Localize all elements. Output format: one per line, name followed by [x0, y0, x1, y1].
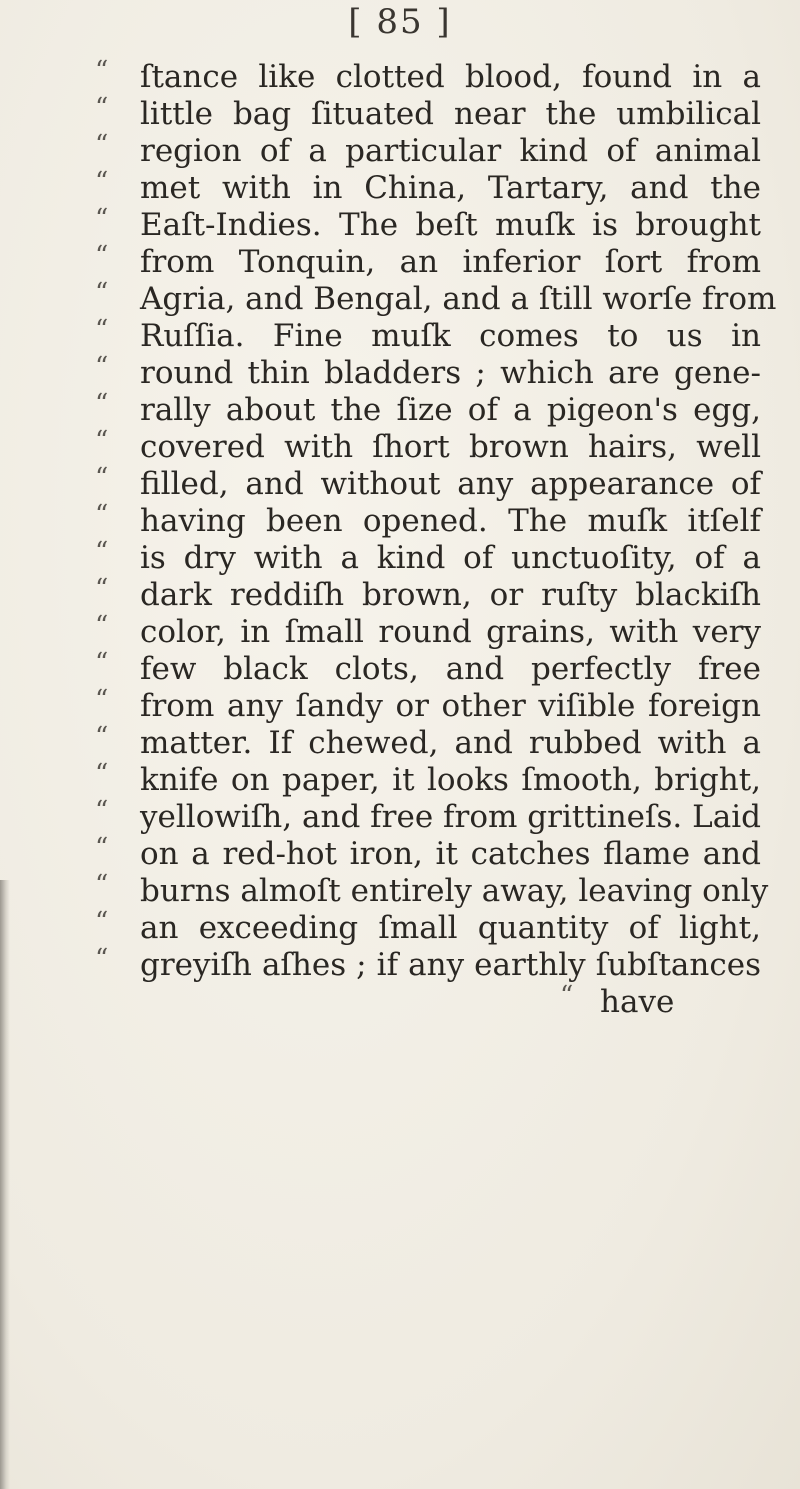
quotation-mark: “ — [95, 722, 109, 752]
quotation-mark: “ — [95, 56, 109, 86]
quotation-mark: “ — [95, 611, 109, 641]
text-line — [0, 389, 800, 429]
text-line — [0, 537, 800, 577]
line-text: filled, and without any appearance of — [140, 466, 761, 502]
text-line — [0, 500, 800, 540]
text-line — [0, 241, 800, 281]
quotation-mark: “ — [95, 759, 109, 789]
text-line — [0, 870, 800, 910]
line-text: Agria, and Bengal, and a ſtill worſe from — [140, 281, 777, 317]
line-text: color, in ſmall round grains, with very — [140, 614, 761, 650]
text-line — [0, 167, 800, 207]
quotation-mark: “ — [95, 870, 109, 900]
text-line — [0, 574, 800, 614]
line-text: ſtance like clotted blood, found in a — [140, 59, 761, 95]
quotation-mark: “ — [95, 93, 109, 123]
line-text: an exceeding ſmall quantity of light, — [140, 910, 761, 946]
text-line — [0, 648, 800, 688]
line-text: is dry with a kind of unctuoſity, of a — [140, 540, 761, 576]
line-text: few black clots, and perfectly free — [140, 651, 761, 687]
line-text: matter. If chewed, and rubbed with a — [140, 725, 761, 761]
catchword-line — [0, 981, 800, 1021]
body-text — [0, 56, 800, 1021]
line-text: from Tonquin, an inferior ſort from — [140, 244, 761, 280]
line-text: on a red-hot iron, it catches flame and — [140, 836, 761, 872]
quotation-mark: “ — [95, 167, 109, 197]
quotation-mark: “ — [95, 685, 109, 715]
line-text: little bag ſituated near the umbilical — [140, 96, 761, 132]
text-line — [0, 130, 800, 170]
quotation-mark: “ — [95, 278, 109, 308]
quotation-mark: “ — [560, 981, 574, 1011]
text-line — [0, 315, 800, 355]
quotation-mark: “ — [95, 315, 109, 345]
quotation-mark: “ — [95, 463, 109, 493]
quotation-mark: “ — [95, 537, 109, 567]
text-line — [0, 56, 800, 96]
quotation-mark: “ — [95, 907, 109, 937]
text-line — [0, 759, 800, 799]
text-line — [0, 722, 800, 762]
text-line — [0, 685, 800, 725]
text-line — [0, 463, 800, 503]
quotation-mark: “ — [95, 648, 109, 678]
quotation-mark: “ — [95, 796, 109, 826]
text-line — [0, 352, 800, 392]
text-line — [0, 907, 800, 947]
text-line — [0, 278, 800, 318]
quotation-mark: “ — [95, 500, 109, 530]
text-line — [0, 611, 800, 651]
text-line — [0, 204, 800, 244]
line-text: knife on paper, it looks ſmooth, bright, — [140, 762, 761, 798]
quotation-mark: “ — [95, 204, 109, 234]
catchword: have — [600, 984, 675, 1020]
line-text: Ruſſia. Fine muſk comes to us in — [140, 318, 761, 354]
line-text: dark reddiſh brown, or ruſty blackiſh — [140, 577, 761, 613]
quotation-mark: “ — [95, 241, 109, 271]
quotation-mark: “ — [95, 130, 109, 160]
line-text: region of a particular kind of animal — [140, 133, 761, 169]
line-text: from any ſandy or other viſible foreign — [140, 688, 761, 724]
text-line — [0, 944, 800, 984]
quotation-mark: “ — [95, 389, 109, 419]
line-text: rally about the ſize of a pigeon's egg, — [140, 392, 761, 428]
line-text: met with in China, Tartary, and the — [140, 170, 761, 206]
quotation-mark: “ — [95, 574, 109, 604]
quotation-mark: “ — [95, 833, 109, 863]
text-line — [0, 796, 800, 836]
quotation-mark: “ — [95, 944, 109, 974]
line-text: having been opened. The muſk itſelf — [140, 503, 761, 539]
quotation-mark: “ — [95, 352, 109, 382]
quotation-mark: “ — [95, 426, 109, 456]
line-text: Eaſt-Indies. The beſt muſk is brought — [140, 207, 761, 243]
line-text: greyiſh aſhes ; if any earthly ſubſtances — [140, 947, 761, 983]
text-line — [0, 93, 800, 133]
text-line — [0, 426, 800, 466]
page-number-header: [ 85 ] — [348, 2, 452, 42]
line-text: burns almoſt entirely away, leaving only — [140, 873, 769, 909]
line-text: round thin bladders ; which are gene- — [140, 355, 761, 391]
line-text: covered with ſhort brown hairs, well — [140, 429, 761, 465]
text-line — [0, 833, 800, 873]
line-text: yellowiſh, and free from grittineſs. Laid — [140, 799, 761, 835]
